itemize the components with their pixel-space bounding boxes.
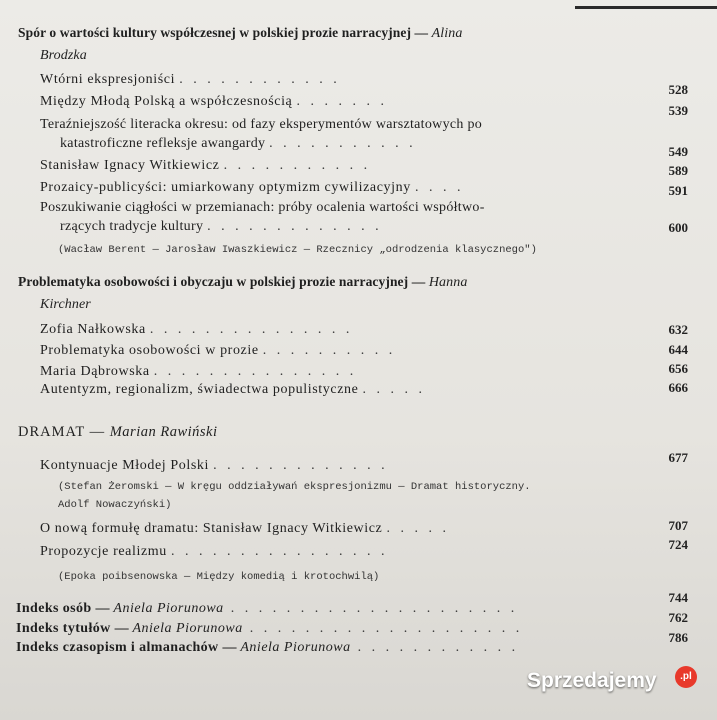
toc-entry: Propozycje realizmu . . . . . . . . . . . . . . . . xyxy=(40,544,385,559)
page-number: 656 xyxy=(668,361,688,376)
toc-entry: Teraźniejszość literacka okresu: od fazy eksperymentów warsztatowych po katastroficzne refleksje awangardy . . . . . . . . . . . xyxy=(40,117,483,151)
page-number: 786 xyxy=(668,630,688,645)
toc-entry: Poszukiwanie ciągłości w przemianach: próby ocalenia wartości współtwo- rzących tradycje kultury . . . . . . . . . . . . . xyxy=(40,200,485,234)
page-number: 724 xyxy=(668,537,688,552)
toc-entry: Zofia Nałkowska . . . . . . . . . . . . . . . xyxy=(40,322,350,337)
index-entry: Indeks czasopism i almanachów — Aniela Piorunowa . . . . . . . . . . . . xyxy=(16,640,516,655)
page-number: 644 xyxy=(668,342,688,357)
toc-entry: Między Młodą Polską a współczesnością . . . . . . . xyxy=(40,94,384,109)
page-number: 632 xyxy=(668,322,688,337)
toc-entry: Problematyka osobowości w prozie . . . . . . . . . . xyxy=(40,343,393,358)
toc-note: (Stefan Żeromski — W kręgu oddziaływań ekspresjonizmu — Dramat historyczny. Adolf Nowaczyński) xyxy=(58,481,531,511)
page-number: 600 xyxy=(668,220,688,235)
page-number: 528 xyxy=(668,82,688,97)
toc-note: (Epoka poibsenowska — Między komedią i krotochwilą) xyxy=(58,571,380,583)
page-number: 589 xyxy=(668,163,688,178)
index-entry: Indeks tytułów — Aniela Piorunowa . . . . . . . . . . . . . . . . . . . . xyxy=(16,621,520,636)
page-number: 707 xyxy=(668,518,688,533)
watermark-badge: .pl xyxy=(675,666,697,688)
section-heading: Problematyka osobowości i obyczaju w polskiej prozie narracyjnej — Hanna Kirchner xyxy=(18,274,468,312)
toc-entry: Prozaicy-publicyści: umiarkowany optymizm cywilizacyjny . . . . xyxy=(40,180,461,195)
toc-entry: Kontynuacje Młodej Polski . . . . . . . . . . . . . xyxy=(40,458,385,473)
drama-heading: DRAMAT — Marian Rawiński xyxy=(18,424,218,440)
page-number: 591 xyxy=(668,183,688,198)
page-number: 762 xyxy=(668,610,688,625)
page-number: 666 xyxy=(668,380,688,395)
top-rule xyxy=(575,6,717,9)
index-entry: Indeks osób — Aniela Piorunowa . . . . . . . . . . . . . . . . . . . . . xyxy=(16,601,515,616)
toc-entry: Autentyzm, regionalizm, świadectwa populistyczne . . . . . xyxy=(40,382,423,397)
page-number: 539 xyxy=(668,103,688,118)
toc-entry: Maria Dąbrowska . . . . . . . . . . . . . . . xyxy=(40,364,354,379)
page-number: 744 xyxy=(668,590,688,605)
page-number: 549 xyxy=(668,144,688,159)
watermark-logo: Sprzedajemy xyxy=(527,669,657,692)
toc-entry: Wtórni ekspresjoniści . . . . . . . . . . . . xyxy=(40,72,337,87)
page-number: 677 xyxy=(668,450,688,465)
toc-entry: Stanisław Ignacy Witkiewicz . . . . . . . . . . . xyxy=(40,158,368,173)
toc-note: (Wacław Berent — Jarosław Iwaszkiewicz — Rzecznicy „odrodzenia klasycznego") xyxy=(58,244,537,256)
section-heading: Spór o wartości kultury współczesnej w polskiej prozie narracyjnej — Alina Brodzka xyxy=(18,25,463,63)
toc-entry: O nową formułę dramatu: Stanisław Ignacy Witkiewicz . . . . . xyxy=(40,521,446,536)
